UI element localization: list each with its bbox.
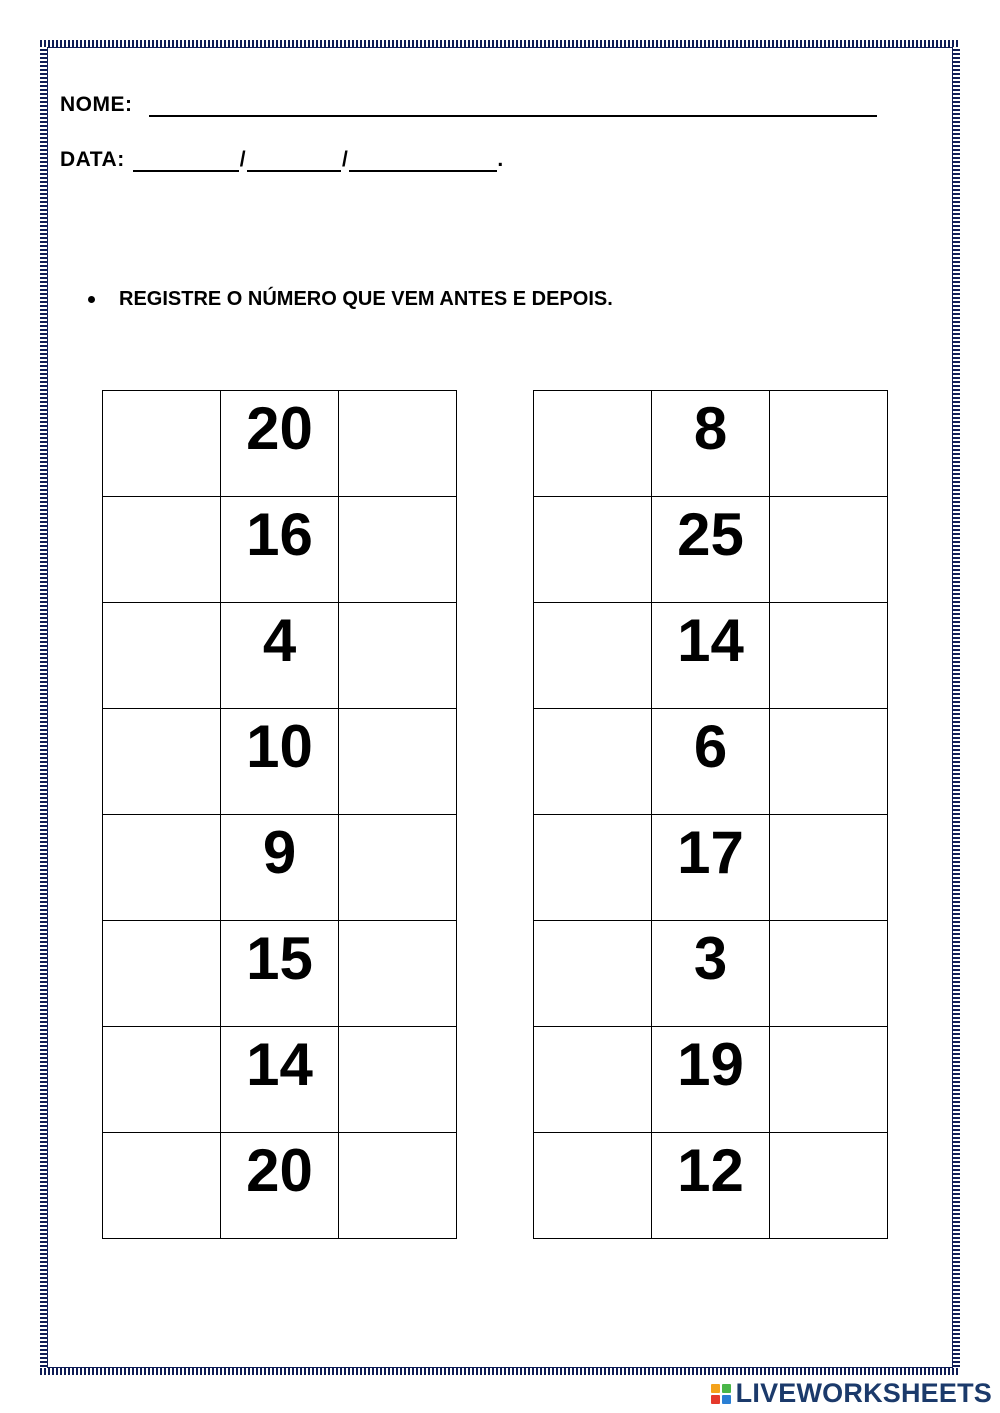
instruction-text: REGISTRE O NÚMERO QUE VEM ANTES E DEPOIS.: [119, 288, 613, 310]
given-number-cell: 6: [652, 709, 770, 815]
name-field-row: [60, 93, 877, 117]
answer-cell-after[interactable]: [770, 815, 888, 921]
given-number-cell: 3: [652, 921, 770, 1027]
date-label: DATA:: [60, 148, 125, 171]
answer-cell-before[interactable]: [534, 603, 652, 709]
answer-cell-after[interactable]: [339, 815, 457, 921]
given-number-cell: 15: [221, 921, 339, 1027]
answer-cell-before[interactable]: [534, 709, 652, 815]
answer-cell-before[interactable]: [534, 1133, 652, 1239]
logo-tile: [722, 1395, 731, 1404]
table-row: [103, 497, 457, 603]
given-number-cell: 19: [652, 1027, 770, 1133]
logo-tile: [711, 1384, 720, 1393]
answer-cell-after[interactable]: [339, 603, 457, 709]
table-row: [534, 1027, 888, 1133]
answer-cell-after[interactable]: [770, 603, 888, 709]
answer-cell-before[interactable]: [103, 391, 221, 497]
table-row: [103, 709, 457, 815]
date-field-row: [60, 148, 504, 172]
bullet-icon: [88, 296, 95, 303]
answer-cell-before[interactable]: [534, 391, 652, 497]
given-number-cell: 25: [652, 497, 770, 603]
logo-tile: [722, 1384, 731, 1393]
given-number-cell: 20: [221, 1133, 339, 1239]
answer-cell-before[interactable]: [103, 815, 221, 921]
date-separator: /: [342, 148, 349, 171]
given-number-cell: 20: [221, 391, 339, 497]
date-day-line[interactable]: [133, 150, 239, 172]
answer-cell-after[interactable]: [770, 391, 888, 497]
date-month-line[interactable]: [247, 150, 341, 172]
answer-cell-after[interactable]: [339, 1027, 457, 1133]
answer-cell-before[interactable]: [103, 1133, 221, 1239]
brand-text: LIVEWORKSHEETS: [735, 1378, 992, 1408]
given-number-cell: 16: [221, 497, 339, 603]
table-row: [534, 815, 888, 921]
table-row: [534, 497, 888, 603]
answer-cell-after[interactable]: [339, 497, 457, 603]
table-row: [534, 921, 888, 1027]
answer-cell-before[interactable]: [103, 709, 221, 815]
liveworksheets-brand: [711, 1378, 992, 1409]
answer-cell-after[interactable]: [339, 921, 457, 1027]
answer-cell-after[interactable]: [770, 709, 888, 815]
date-year-line[interactable]: [349, 150, 497, 172]
answer-cell-after[interactable]: [339, 709, 457, 815]
table-row: [534, 709, 888, 815]
given-number-cell: 8: [652, 391, 770, 497]
answer-cell-before[interactable]: [103, 1027, 221, 1133]
given-number-cell: 14: [221, 1027, 339, 1133]
name-answer-line[interactable]: [149, 95, 877, 117]
table-row: [534, 1133, 888, 1239]
instruction: [88, 288, 613, 311]
table-row: [103, 1027, 457, 1133]
logo-tile: [711, 1395, 720, 1404]
table-row: [534, 391, 888, 497]
answer-cell-after[interactable]: [770, 921, 888, 1027]
answer-cell-before[interactable]: [103, 921, 221, 1027]
table-row: [103, 815, 457, 921]
given-number-cell: 14: [652, 603, 770, 709]
answer-cell-after[interactable]: [339, 391, 457, 497]
given-number-cell: 17: [652, 815, 770, 921]
answer-cell-before[interactable]: [534, 497, 652, 603]
date-period: .: [497, 148, 504, 171]
table-row: [534, 603, 888, 709]
date-separator: /: [239, 148, 247, 171]
given-number-cell: 4: [221, 603, 339, 709]
given-number-cell: 9: [221, 815, 339, 921]
table-row: [103, 921, 457, 1027]
answer-cell-after[interactable]: [770, 1027, 888, 1133]
answer-cell-before[interactable]: [534, 1027, 652, 1133]
answer-cell-before[interactable]: [103, 603, 221, 709]
given-number-cell: 10: [221, 709, 339, 815]
table-row: [103, 603, 457, 709]
answer-cell-before[interactable]: [534, 815, 652, 921]
name-label: NOME:: [60, 93, 133, 116]
answer-cell-after[interactable]: [770, 1133, 888, 1239]
table-row: [103, 1133, 457, 1239]
answer-cell-after[interactable]: [770, 497, 888, 603]
answer-cell-before[interactable]: [534, 921, 652, 1027]
liveworksheets-logo-icon: [711, 1384, 731, 1404]
table-row: [103, 391, 457, 497]
answer-cell-before[interactable]: [103, 497, 221, 603]
answer-cell-after[interactable]: [339, 1133, 457, 1239]
given-number-cell: 12: [652, 1133, 770, 1239]
number-table-right: [533, 390, 888, 1239]
number-table-left: [102, 390, 457, 1239]
